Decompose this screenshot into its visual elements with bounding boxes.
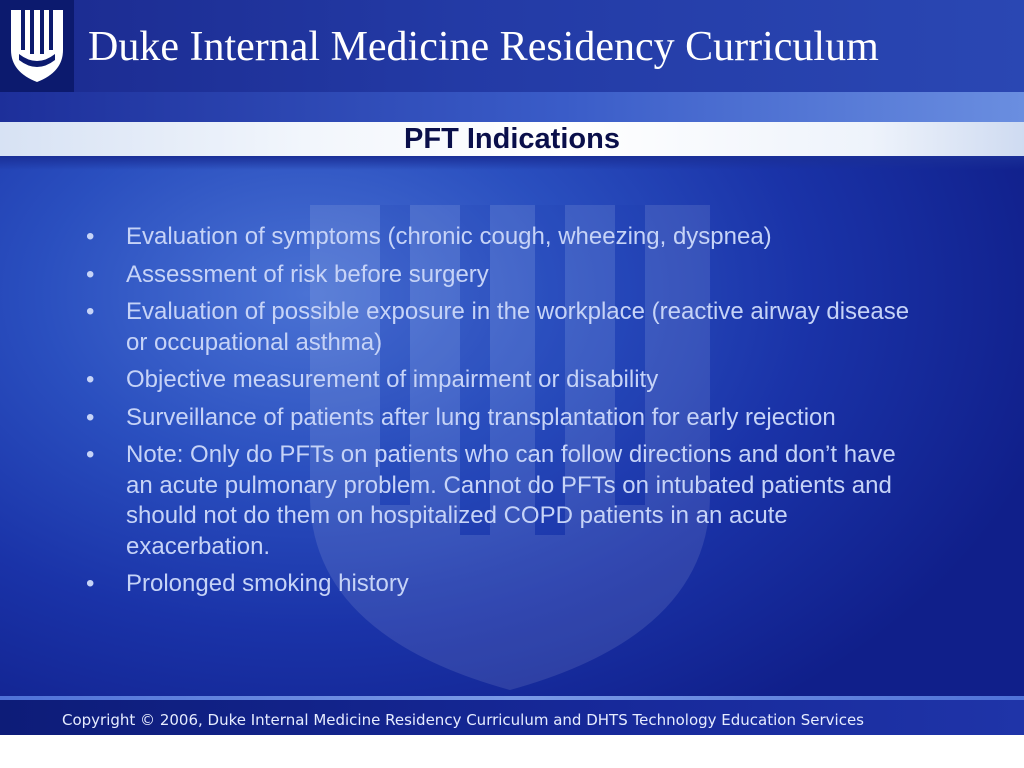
band-shadow [0, 156, 1024, 170]
slide-title: PFT Indications [404, 123, 620, 155]
bullet-text: Evaluation of possible exposure in the workplace (reactive airway disease or occupational asthma) [126, 298, 910, 356]
bullet-text: Objective measurement of impairment or disability [126, 366, 659, 393]
bullet-icon: • [86, 298, 95, 325]
bullet-text: Assessment of risk before surgery [126, 260, 489, 288]
copyright-text: Copyright © 2006, Duke Internal Medicine Residency Curriculum and DHTS Technology Education Services [62, 711, 864, 729]
logo [0, 0, 74, 92]
list-item [86, 403, 916, 434]
header-title: Duke Internal Medicine Residency Curriculum [88, 24, 879, 70]
bullet-icon: • [86, 260, 95, 288]
bullet-icon: • [86, 570, 95, 597]
duke-shield-logo-icon [7, 6, 67, 86]
bullet-text: Surveillance of patients after lung transplantation for early rejection [126, 403, 836, 431]
footer-bar [0, 700, 1024, 735]
bullet-text: Prolonged smoking history [126, 570, 409, 597]
bullet-icon: • [86, 403, 95, 431]
list-item [86, 440, 916, 562]
list-item [86, 222, 916, 253]
bullet-icon: • [86, 223, 95, 250]
bullet-icon: • [86, 441, 95, 468]
list-item [86, 260, 916, 291]
list-item [86, 569, 916, 600]
accent-bar [0, 92, 1024, 122]
bullet-icon: • [86, 366, 95, 393]
header-bar [0, 0, 1024, 92]
bullet-list [86, 222, 916, 607]
bullet-text: Note: Only do PFTs on patients who can follow directions and don’t have an acute pulmonary problem. Cannot do PFTs on intubated patients and should not do them on hospitalized COPD patients in an acute exacerbation. [126, 441, 896, 560]
list-item [86, 365, 916, 396]
bullet-text: Evaluation of symptoms (chronic cough, wheezing, dyspnea) [126, 223, 772, 250]
list-item [86, 297, 916, 358]
